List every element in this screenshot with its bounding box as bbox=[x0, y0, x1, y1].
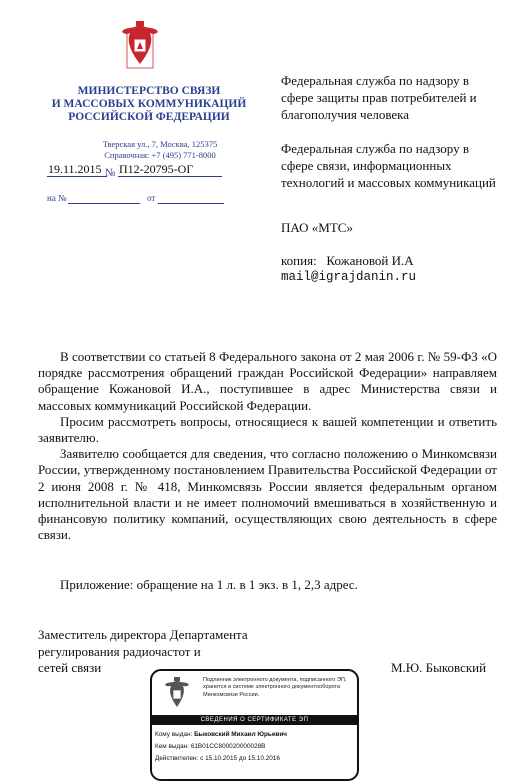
signatory-title-line-3: сетей связи bbox=[38, 660, 102, 675]
ot-line bbox=[158, 203, 224, 204]
valid-value: с 15.10.2015 до 15.10.2016 bbox=[200, 755, 280, 762]
na-label: на № bbox=[47, 193, 67, 203]
stamp-issuer bbox=[155, 743, 265, 750]
stamp-banner: СВЕДЕНИЯ О СЕРТИФИКАТЕ ЭП bbox=[152, 715, 357, 725]
paragraph-2: Просим рассмотреть вопросы, относящиеся к вашей компетенции и ответить заявителю. bbox=[38, 413, 497, 446]
document-number: П12-20795-ОГ bbox=[119, 162, 194, 176]
issued-to-label: Кому выдан: bbox=[155, 731, 193, 738]
stamp-issued-to bbox=[155, 731, 287, 738]
stamp-note: Подлинник электронного документа, подписанного ЭП, хранится в системе электронного документооборота Минкомсвязи России. bbox=[203, 677, 347, 698]
na-line bbox=[68, 203, 140, 204]
stamp-validity bbox=[155, 755, 280, 762]
letter-body bbox=[38, 349, 497, 543]
signatory-title-line-2: регулирования радиочастот и bbox=[38, 643, 201, 659]
valid-label: Действителен: bbox=[155, 755, 199, 762]
copy-recipient bbox=[281, 252, 414, 269]
ministry-line-3: РОССИЙСКОЙ ФЕДЕРАЦИИ bbox=[68, 111, 230, 123]
ministry-line-2: И МАССОВЫХ КОММУНИКАЦИЙ bbox=[51, 98, 247, 110]
ministry-address: Тверская ул., 7, Москва, 125375 bbox=[102, 139, 218, 149]
ministry-line-1: МИНИСТЕРСТВО СВЯЗИ bbox=[77, 85, 221, 97]
recipient-mts: ПАО «МТС» bbox=[281, 220, 353, 235]
issued-to-value: Быковский Михаил Юрьевич bbox=[194, 731, 287, 738]
e-signature-stamp bbox=[150, 669, 359, 781]
number-label: № bbox=[105, 167, 116, 179]
ministry-phone: Справочная: +7 (495) 771-8000 bbox=[104, 150, 216, 160]
copy-label: копия: bbox=[281, 253, 317, 268]
ministry-address-block bbox=[80, 139, 240, 161]
signatory-name: М.Ю. Быковский bbox=[391, 660, 487, 675]
stamp-emblem-icon bbox=[162, 677, 192, 711]
ot-label: от bbox=[147, 193, 156, 203]
attachment-line: Приложение: обращение на 1 л. в 1 экз. в 1, 2,3 адрес. bbox=[60, 577, 358, 592]
recipient-roskomnadzor: Федеральная служба по надзору в сфере связи, информационных технологий и массовых коммуникаций bbox=[281, 141, 496, 190]
document-date: 19.11.2015 bbox=[48, 162, 102, 176]
issuer-label: Кем выдан: bbox=[155, 743, 190, 750]
recipient-rospotrebnadzor: Федеральная служба по надзору в сфере защиты прав потребителей и благополучия человека bbox=[281, 73, 477, 122]
signatory-title-line-1: Заместитель директора Департамента bbox=[38, 627, 248, 642]
paragraph-1: В соответствии со статьей 8 Федерального закона от 2 мая 2006 г. № 59-ФЗ «О порядке рассмотрения обращений граждан Российской Федерации» направляем обращение Кожановой И.А., поступившее в адрес Министерства связи и массовых коммуникаций Российской Федерации. bbox=[38, 349, 497, 413]
ministry-name bbox=[44, 85, 254, 124]
state-emblem bbox=[117, 20, 163, 70]
copy-name: Кожановой И.А bbox=[326, 253, 414, 268]
paragraph-3: Заявителю сообщается для сведения, что согласно положению о Минкомсвязи России, утвержденному постановлением Правительства Российской Федерации от 2 июня 2008 г. № 418, Минкомсвязь России является федеральным органом исполнительной власти и не имеет полномочий вмешиваться в хозяйственную и финансовую политику компаний, осуществляющих свою деятельность в сфере связи. bbox=[38, 446, 497, 543]
issuer-value: 61B01CC800020000028B bbox=[190, 743, 266, 750]
copy-email: mail@igrajdanin.ru bbox=[281, 270, 417, 284]
